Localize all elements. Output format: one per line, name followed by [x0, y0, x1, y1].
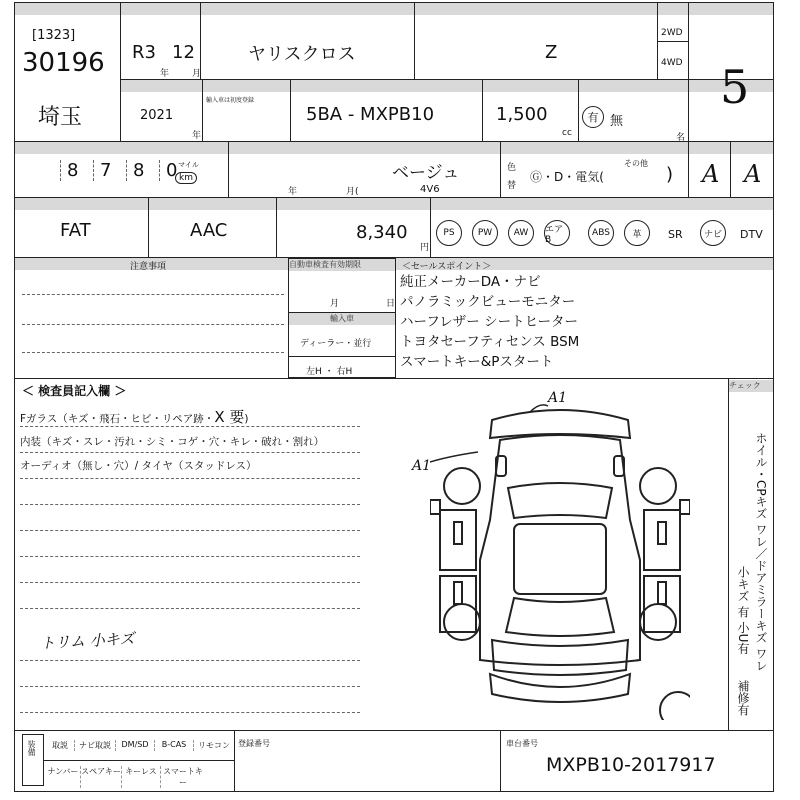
transmission: FAT [60, 220, 91, 241]
equip-leather: 革 [624, 220, 650, 246]
steering-option: 左H ・ 右H [306, 367, 353, 377]
model-name: ヤリスクロス [248, 44, 356, 65]
first-reg-year: 2021 [140, 108, 174, 123]
inspector-line-3: オーディオ（無し・穴）/ タイヤ（スタッドレス） [20, 460, 257, 472]
header-strip-3 [15, 142, 773, 154]
color: ベージュ [392, 163, 460, 183]
footer-items-row-2 [46, 766, 205, 788]
col-divider [202, 80, 203, 141]
row-divider [14, 378, 774, 379]
handwritten-note: トリム 小キズ [39, 629, 135, 653]
glass-mark: X 要 [214, 408, 245, 426]
inspector-line [20, 452, 360, 453]
region: 埼玉 [38, 105, 83, 130]
footer-items-row-1 [46, 740, 234, 751]
selling-point: トヨタセーフティセンス BSM [400, 334, 580, 350]
inspector-line [20, 478, 360, 479]
row-divider [14, 730, 774, 731]
row-divider [120, 79, 773, 80]
equip-dtv: DTV [740, 228, 763, 241]
other-label: その他 [624, 159, 648, 168]
equip-sr: SR [668, 228, 683, 241]
damage-label-left: A1 [412, 458, 432, 474]
month-unit: 月 [192, 69, 202, 79]
selling-point: ハーフレザー シートヒーター [400, 314, 579, 330]
footer-item: B-CAS [155, 740, 194, 751]
mileage-digit: 8 [60, 160, 83, 181]
reg-number-label: 登録番号 [238, 739, 270, 748]
drive-4wd: 4WD [661, 58, 683, 68]
interior-grade: A [702, 160, 720, 188]
mileage-digit: 7 [93, 160, 116, 181]
footer-item: DM/SD [116, 740, 155, 751]
color-year-unit: 年 [288, 187, 298, 197]
col-divider [228, 142, 229, 197]
header-strip-4 [15, 198, 773, 210]
check-col-2: 小キズ 有 小U有 [736, 566, 750, 655]
dealer-option: ディーラー・並行 [300, 339, 372, 349]
equip-navi: ナビ [700, 220, 726, 246]
check-header [729, 380, 773, 392]
mileage-digit: 8 [126, 160, 149, 181]
selling-point: 純正メーカーDA・ナビ [400, 274, 541, 290]
recycle-fee: 8,340 [356, 222, 408, 243]
equip-aw: AW [508, 220, 534, 246]
footer-item: ナビ取説 [75, 740, 116, 751]
aircon: AAC [190, 220, 228, 241]
col-divider [730, 142, 731, 197]
selling-point: パノラミックビューモニター [400, 294, 576, 310]
col-divider [290, 80, 291, 141]
row-divider [14, 141, 774, 142]
seats-unit: 名 [676, 133, 686, 143]
turbo-no: 無 [610, 114, 624, 129]
displacement: 1,500 [496, 104, 548, 125]
check-col-3: 補修有 [736, 680, 750, 716]
color-label-1: 色 [507, 163, 517, 173]
col-divider [482, 80, 483, 141]
col-divider [276, 198, 277, 257]
col-divider [688, 3, 689, 141]
turbo-yes-circle: 有 [582, 106, 604, 128]
equip-airbag: エアB [544, 220, 570, 246]
chassis-number: MXPB10-2017917 [546, 754, 716, 776]
footer-item: リモコン [198, 741, 230, 750]
footer-item: 取説 [46, 740, 75, 751]
col-divider [414, 3, 415, 79]
inspector-line [20, 504, 360, 505]
inspector-line [20, 530, 360, 531]
footer-item: スペアキー [81, 766, 122, 788]
exterior-grade: A [744, 160, 762, 188]
inspector-line [20, 426, 360, 427]
row-divider [14, 197, 774, 198]
footer-item: ナンバー [46, 766, 81, 788]
notes-line [22, 352, 284, 353]
col-divider [500, 142, 501, 197]
inspector-line-2: 内装（キズ・スレ・汚れ・シミ・コゲ・穴・キレ・破れ・割れ） [20, 436, 325, 448]
inspector-line [20, 712, 360, 713]
selling-point: スマートキー&Pスタート [400, 354, 554, 370]
footer-item: スマートキー [163, 767, 203, 787]
color-month-unit: 月( [346, 187, 359, 197]
year-code: R3 [132, 42, 156, 63]
equip-kind-label: 装備 [27, 740, 36, 756]
year-unit: 年 [160, 69, 170, 79]
score: 5 [720, 60, 750, 114]
footer-item: キーレス [122, 766, 161, 788]
selling-points-label: ＜セールスポイント＞ [402, 262, 492, 272]
first-reg-unit: 年 [192, 131, 202, 141]
inspector-line [20, 686, 360, 687]
car-diagram [430, 400, 690, 720]
yen-unit: 円 [420, 243, 430, 253]
inspect-header-text: 自動車検査有効期限 [289, 260, 361, 269]
equip-ps: PS [436, 220, 462, 246]
inspect-day: 日 [386, 299, 396, 309]
inspector-line [20, 582, 360, 583]
glass-suffix: ) [244, 413, 249, 425]
inspect-month: 月 [330, 299, 340, 309]
glass-prefix: Fガラス（キズ・飛石・ヒビ・リペア跡・ [20, 413, 215, 425]
paint-options: Ⓖ・D・電気( [530, 170, 604, 184]
mileage-digits [60, 160, 182, 181]
month-code: 12 [172, 42, 195, 63]
paint-close: ) [666, 164, 674, 185]
damage-label-top: A1 [548, 390, 568, 406]
check-column-divider [728, 378, 729, 730]
lot-number: 30196 [22, 48, 105, 78]
col-divider [578, 80, 579, 141]
notes-line [22, 324, 284, 325]
col-divider [688, 142, 689, 197]
import-note: 輸入車は初度登録 [206, 97, 255, 104]
selling-points-list [400, 272, 579, 372]
mileage-digit: 0 [159, 160, 182, 181]
inspector-line-1 [20, 406, 248, 427]
drive-divider [657, 41, 688, 42]
km-circle [175, 172, 197, 184]
color-label-2: 替 [507, 181, 517, 191]
equip-abs: ABS [588, 220, 614, 246]
footer-mid-divider [44, 760, 234, 761]
col-divider [430, 198, 431, 257]
chassis-label: 車台番号 [506, 739, 538, 748]
inspector-line [20, 556, 360, 557]
drive-2wd: 2WD [661, 28, 683, 38]
inspector-title: ＜ 検査員記入欄 ＞ [22, 384, 127, 398]
inspector-line [20, 608, 360, 609]
header-strip [15, 3, 773, 15]
lot-bracket: [1323] [32, 28, 76, 43]
check-col-1: ホイル・CPキズ ワレ／ドアミラーキズ ワレ [754, 432, 768, 672]
footer-divider [234, 730, 235, 792]
inspect-header [289, 259, 395, 271]
inspector-line [20, 660, 360, 661]
col-divider [148, 198, 149, 257]
check-header-text: チェック [729, 381, 761, 390]
header-strip-2 [120, 80, 773, 92]
equip-pw: PW [472, 220, 498, 246]
col-divider [120, 3, 121, 141]
color-code: 4V6 [420, 184, 440, 195]
km-label: km [179, 173, 193, 183]
cc-unit: cc [562, 128, 572, 138]
footer-divider [500, 730, 501, 792]
inspect-divider [288, 356, 396, 357]
import-header-text: 輸入車 [330, 314, 354, 323]
mile-label: マイル [178, 161, 199, 169]
grade: Z [545, 42, 558, 63]
notes-header: 注意事項 [130, 262, 167, 272]
model-code: 5BA - MXPB10 [306, 104, 435, 125]
notes-line [22, 294, 284, 295]
import-header [289, 313, 395, 325]
